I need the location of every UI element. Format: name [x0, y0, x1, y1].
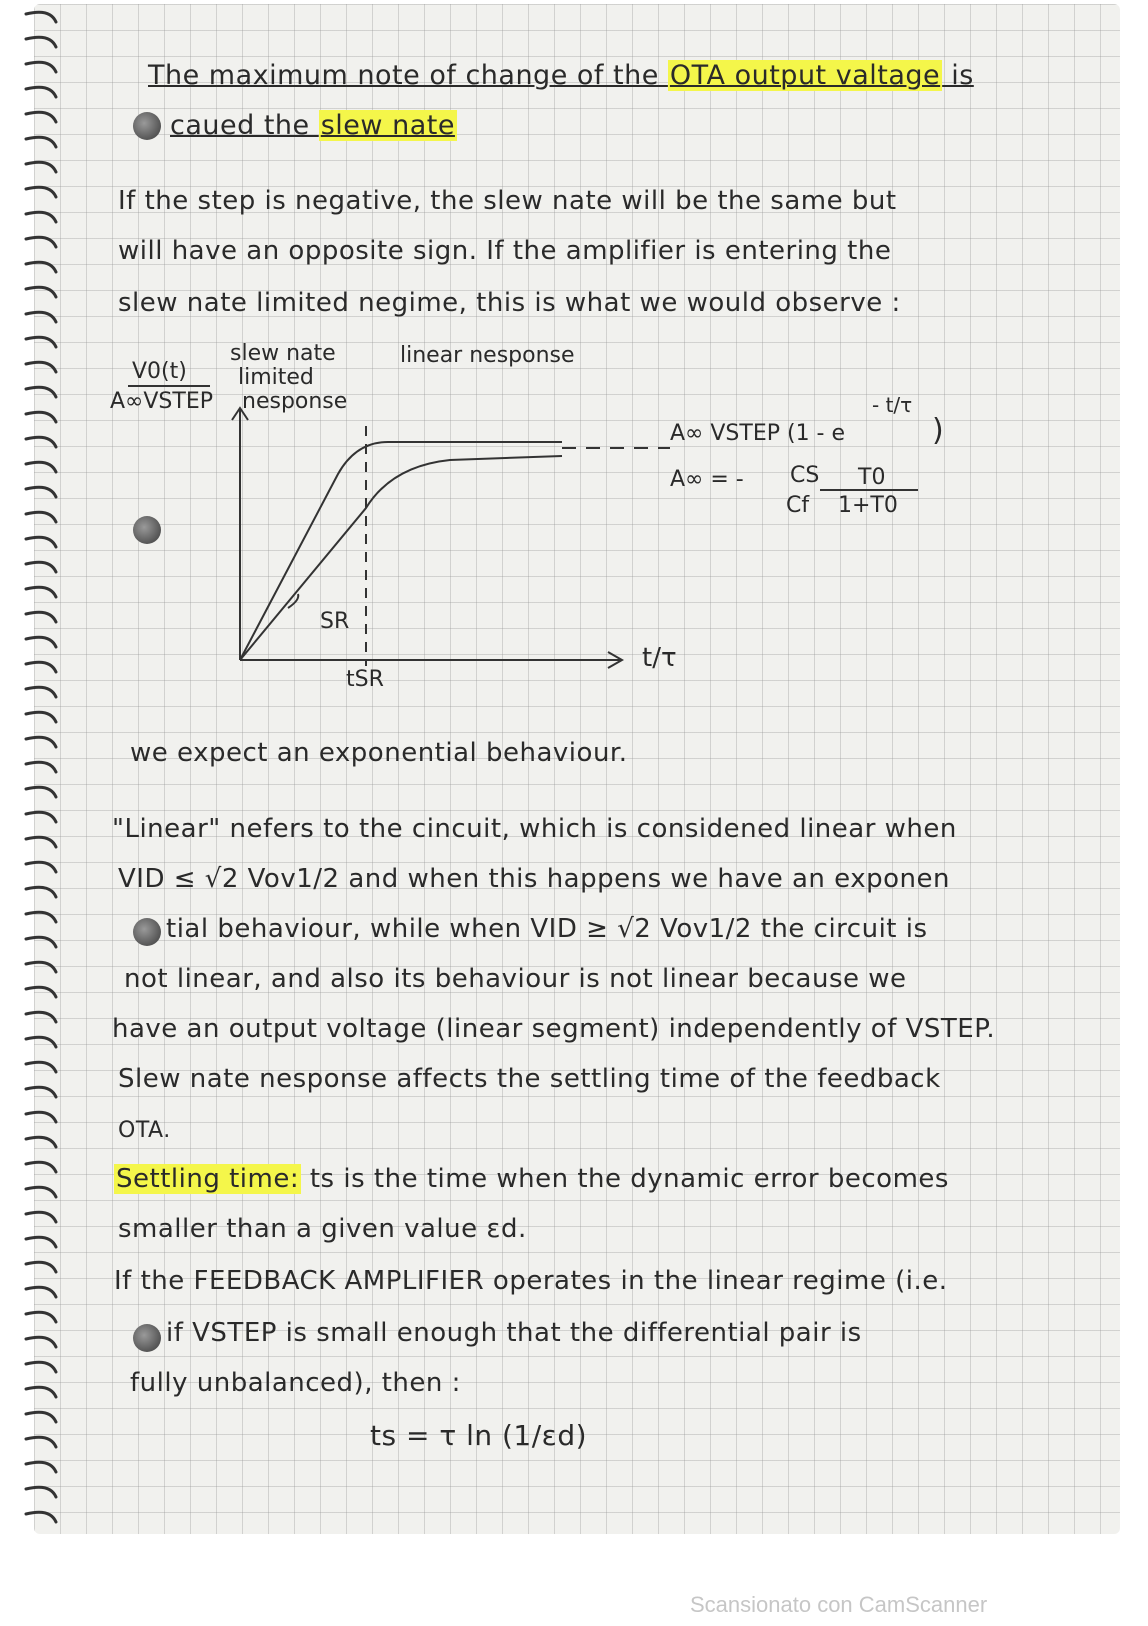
spiral-coil — [26, 1037, 56, 1047]
formula-main: A∞ VSTEP (1 - e — [670, 421, 846, 446]
spiral-coil — [26, 287, 56, 297]
t0-label: T0 — [858, 465, 886, 490]
spiral-coil — [26, 1212, 56, 1222]
spiral-coil — [26, 837, 56, 847]
spiral-coil — [26, 712, 56, 722]
one-plus-t0-label: 1+T0 — [838, 493, 898, 518]
spiral-coil — [26, 1487, 56, 1497]
spiral-coil — [26, 1012, 56, 1022]
spiral-coil — [26, 62, 56, 72]
spiral-coil — [26, 1262, 56, 1272]
text-line: If the FEEDBACK AMPLIFIER operates in the linear regime (i.e. — [114, 1266, 948, 1296]
spiral-coil — [26, 237, 56, 247]
header-text: The maximum note of change of the — [148, 60, 668, 91]
y-label-top: V0(t) — [132, 359, 187, 384]
slew-label-line1: slew nate — [230, 341, 336, 366]
spiral-coil — [26, 787, 56, 797]
spiral-coil — [26, 1187, 56, 1197]
text-fragment: ts is the time when the dynamic error becomes — [301, 1164, 949, 1194]
text-line: Slew nate nesponse affects the settling time of the feedback — [118, 1064, 941, 1094]
spiral-coil — [26, 362, 56, 372]
text-line: not linear, and also its behaviour is not linear because we — [124, 964, 907, 994]
spiral-coil — [26, 862, 56, 872]
cs-label: CS — [790, 463, 820, 488]
spiral-coil — [26, 1237, 56, 1247]
spiral-coil — [26, 612, 56, 622]
slew-label-line2: limited — [238, 365, 314, 390]
spiral-coil — [26, 912, 56, 922]
spiral-coil — [26, 562, 56, 572]
spiral-coil — [26, 1162, 56, 1172]
text-line: OTA. — [118, 1118, 171, 1143]
spiral-coil — [26, 737, 56, 747]
tsr-label: tSR — [346, 667, 384, 692]
spiral-coil — [26, 112, 56, 122]
spiral-coil — [26, 987, 56, 997]
spiral-coil — [26, 1462, 56, 1472]
spiral-coil — [26, 1287, 56, 1297]
text-line: fully unbalanced), then : — [130, 1368, 461, 1398]
spiral-coil — [26, 1362, 56, 1372]
spiral-coil — [26, 437, 56, 447]
spiral-coil — [26, 1512, 56, 1522]
text-line: smaller than a given value εd. — [118, 1214, 527, 1244]
text-line: "Linear" nefers to the cincuit, which is considened linear when — [112, 814, 957, 844]
spiral-coil — [26, 262, 56, 272]
spiral-coil — [26, 1412, 56, 1422]
spiral-coil — [26, 1062, 56, 1072]
slew-label-line3: nesponse — [242, 389, 348, 414]
spiral-coil — [26, 187, 56, 197]
text-line: slew nate limited negime, this is what we would observe : — [118, 288, 901, 318]
spiral-coil — [26, 37, 56, 47]
text-line: have an output voltage (linear segment) independently of VSTEP. — [112, 1014, 996, 1044]
punch-hole — [133, 112, 161, 140]
spiral-coil — [26, 812, 56, 822]
highlighted-term: OTA output valtage — [669, 60, 941, 91]
header-text: caued the — [170, 110, 319, 141]
spiral-coil — [26, 1312, 56, 1322]
camscanner-watermark: Scansionato con CamScanner — [690, 1592, 988, 1617]
spiral-coil — [26, 937, 56, 947]
spiral-coil — [26, 387, 56, 397]
formula-exponent: - t/τ — [872, 393, 913, 417]
linear-label: linear nesponse — [400, 343, 575, 368]
spiral-coil — [26, 1137, 56, 1147]
spiral-coil — [26, 412, 56, 422]
spiral-coil — [26, 587, 56, 597]
spiral-coil — [26, 12, 56, 22]
text-line: will have an opposite sign. If the amplifier is entering the — [118, 236, 892, 266]
spiral-coil — [26, 162, 56, 172]
header-line-2 — [170, 112, 457, 139]
text-line: if VSTEP is small enough that the differential pair is — [166, 1318, 862, 1348]
spiral-coil — [26, 637, 56, 647]
text-line: If the step is negative, the slew nate will be the same but — [118, 186, 897, 216]
spiral-coil — [26, 1112, 56, 1122]
settling-time-formula: ts = τ ln (1/εd) — [370, 1419, 588, 1452]
header-text: is — [942, 60, 974, 91]
formula-close: ) — [932, 413, 944, 448]
punch-hole — [133, 918, 161, 946]
cf-label: Cf — [786, 493, 810, 518]
spiral-coil — [26, 487, 56, 497]
y-label-bottom: A∞VSTEP — [110, 389, 213, 414]
spiral-coil — [26, 687, 56, 697]
slew-rate-graph — [110, 341, 970, 706]
text-line: tial behaviour, while when VID ≥ √2 Vov1/2 the circuit is — [166, 914, 928, 944]
spiral-coil — [26, 512, 56, 522]
spiral-coil — [26, 762, 56, 772]
settling-line — [114, 1166, 949, 1192]
spiral-coil — [26, 1437, 56, 1447]
highlighted-term: slew nate — [320, 110, 455, 141]
spiral-coil — [26, 537, 56, 547]
spiral-coil — [26, 462, 56, 472]
spiral-coil — [26, 312, 56, 322]
text-line: VID ≤ √2 Vov1/2 and when this happens we have an exponen — [118, 864, 950, 894]
highlighted-term: Settling time: — [116, 1164, 300, 1194]
linear-response-curve — [240, 456, 562, 660]
spiral-coil — [26, 1387, 56, 1397]
spiral-coil — [26, 337, 56, 347]
x-axis-label: t/τ — [642, 643, 677, 673]
punch-hole — [133, 1324, 161, 1352]
spiral-coil — [26, 137, 56, 147]
spiral-binding — [0, 0, 60, 1540]
spiral-coil — [26, 1337, 56, 1347]
text-line: we expect an exponential behaviour. — [130, 738, 628, 768]
spiral-coil — [26, 1087, 56, 1097]
spiral-coil — [26, 87, 56, 97]
a-inf-label: A∞ = - — [670, 467, 744, 492]
spiral-coil — [26, 887, 56, 897]
spiral-coil — [26, 212, 56, 222]
sr-label: SR — [320, 609, 350, 634]
spiral-coil — [26, 662, 56, 672]
spiral-coil — [26, 962, 56, 972]
header-line-1 — [148, 62, 974, 89]
notebook-page — [34, 4, 1120, 1534]
